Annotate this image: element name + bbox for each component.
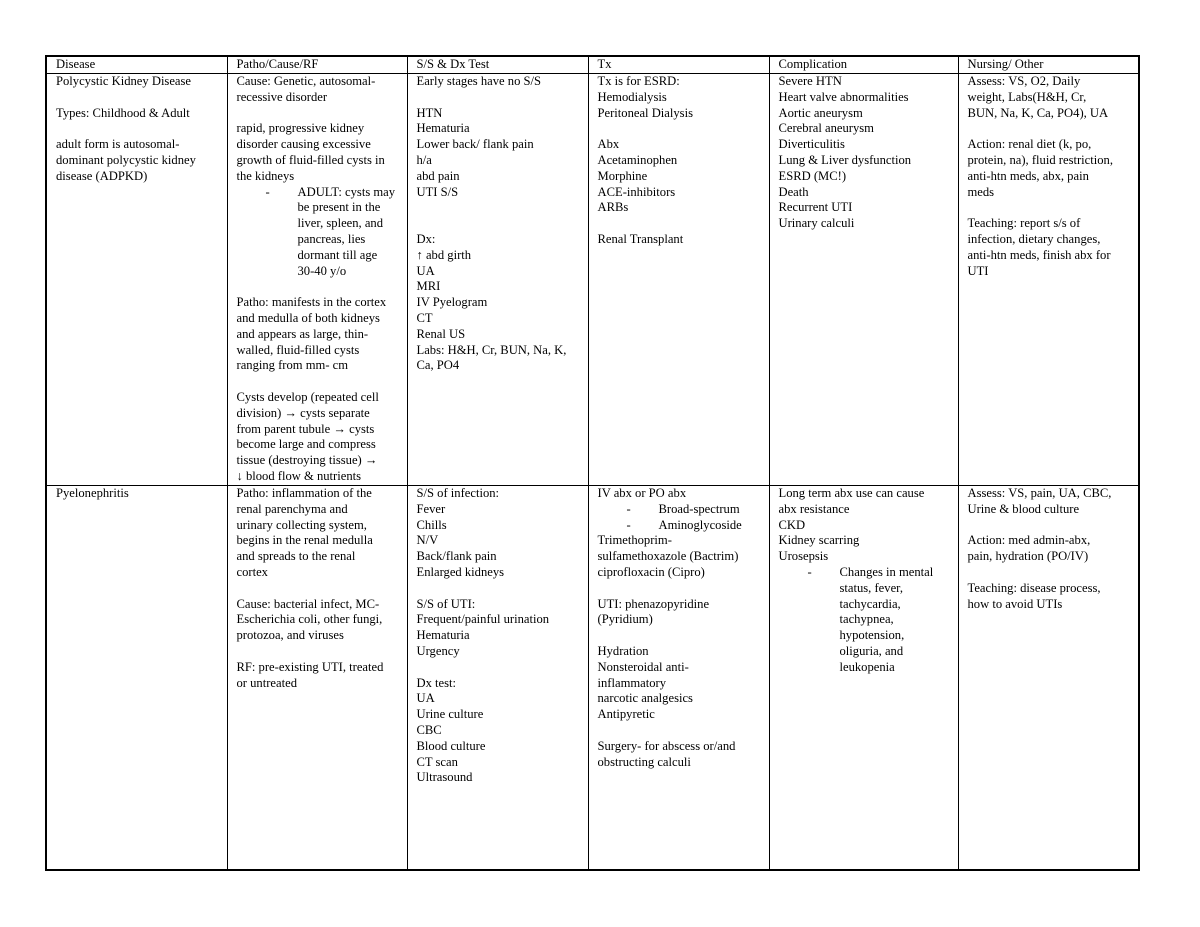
text-line: Urinary calculi bbox=[778, 216, 855, 231]
text-line bbox=[968, 565, 1135, 581]
text-line: ↓ blood flow & nutrients bbox=[236, 468, 362, 483]
text-line: leukopenia bbox=[839, 659, 895, 674]
dash-bullet: - bbox=[626, 517, 631, 532]
text-line: Morphine bbox=[597, 168, 648, 183]
text-line: Tx is for ESRD: bbox=[597, 74, 680, 88]
text-line: how to avoid UTIs bbox=[967, 596, 1063, 611]
text-line: rapid, progressive kidney bbox=[236, 121, 365, 136]
header-row bbox=[46, 56, 1139, 74]
text-line: ADULT: cysts may bbox=[297, 184, 396, 199]
header-ss-dx: S/S & Dx Test bbox=[407, 56, 588, 74]
text-line: narcotic analgesics bbox=[597, 691, 693, 706]
text-line: growth of fluid-filled cysts in bbox=[236, 152, 385, 167]
text-line bbox=[417, 660, 584, 676]
text-line: weight, Labs(H&H, Cr, bbox=[967, 89, 1087, 104]
text-line: meds bbox=[967, 184, 995, 199]
patho-text-a bbox=[237, 74, 403, 185]
text-line bbox=[417, 200, 584, 216]
text-line: UTI bbox=[967, 263, 989, 278]
text-line: hypotension, bbox=[839, 628, 905, 643]
complication-sub-list bbox=[779, 565, 954, 676]
cell-complication bbox=[769, 486, 958, 871]
text-line: Fever bbox=[416, 501, 446, 516]
text-line: urinary collecting system, bbox=[236, 517, 367, 532]
text-line: and appears as large, thin- bbox=[236, 326, 369, 341]
sub-bullet-item bbox=[598, 502, 765, 518]
text-line bbox=[598, 216, 765, 232]
text-line: division) → cysts separate bbox=[236, 405, 370, 420]
text-line: Hematuria bbox=[416, 628, 470, 643]
text-line: inflammatory bbox=[597, 675, 667, 690]
text-line: ↑ abd girth bbox=[416, 247, 472, 262]
text-line: Assess: VS, O2, Daily bbox=[967, 74, 1081, 88]
header-patho: Patho/Cause/RF bbox=[227, 56, 407, 74]
text-line: Heart valve abnormalities bbox=[778, 89, 909, 104]
text-line: MRI bbox=[416, 279, 441, 294]
text-line: UA bbox=[416, 691, 435, 706]
text-line: Nonsteroidal anti- bbox=[597, 659, 689, 674]
table-row-polycystic-kidney bbox=[46, 74, 1139, 486]
text-line: Urine & blood culture bbox=[967, 501, 1080, 516]
text-line: pancreas, lies bbox=[297, 231, 366, 246]
text-line: tachycardia, bbox=[839, 596, 901, 611]
text-line: UA bbox=[416, 263, 435, 278]
text-line: Aminoglycoside bbox=[658, 517, 742, 532]
patho-text-b bbox=[237, 279, 403, 484]
text-line: Patho: manifests in the cortex bbox=[236, 295, 387, 310]
header-complication: Complication bbox=[769, 56, 958, 74]
text-line: ACE-inhibitors bbox=[597, 184, 676, 199]
dash-bullet: - bbox=[626, 501, 631, 516]
text-line: renal parenchyma and bbox=[236, 501, 348, 516]
tx-sub-list bbox=[598, 502, 765, 534]
text-line: Action: med admin-abx, bbox=[967, 533, 1091, 548]
cell-patho bbox=[227, 74, 407, 486]
text-line: Patho: inflammation of the bbox=[236, 486, 372, 500]
cell-nursing bbox=[958, 486, 1139, 871]
text-line bbox=[237, 581, 403, 597]
text-line bbox=[237, 374, 403, 390]
text-line: tissue (destroying tissue) → bbox=[236, 453, 378, 468]
text-line: Kidney scarring bbox=[778, 533, 860, 548]
text-line: begins in the renal medulla bbox=[236, 533, 373, 548]
text-line: Chills bbox=[416, 517, 447, 532]
text-line: pain, hydration (PO/IV) bbox=[967, 549, 1089, 564]
text-line: Urosepsis bbox=[778, 549, 829, 564]
text-line: ESRD (MC!) bbox=[778, 168, 847, 183]
text-line: Renal Transplant bbox=[597, 231, 684, 246]
text-line: ciprofloxacin (Cipro) bbox=[597, 564, 705, 579]
text-line: Enlarged kidneys bbox=[416, 564, 505, 579]
text-line: 30-40 y/o bbox=[297, 263, 347, 278]
text-line: Cause: Genetic, autosomal- bbox=[236, 74, 376, 88]
tx-text-a bbox=[598, 486, 765, 502]
text-line bbox=[237, 106, 403, 122]
text-line bbox=[968, 121, 1135, 137]
text-line: Aortic aneurysm bbox=[778, 105, 863, 120]
text-line: become large and compress bbox=[236, 437, 376, 452]
text-line: Hemodialysis bbox=[597, 89, 667, 104]
text-line: from parent tubule → cysts bbox=[236, 421, 375, 436]
text-line: Long term abx use can cause bbox=[778, 486, 925, 500]
text-line: Frequent/painful urination bbox=[416, 612, 550, 627]
text-line: Peritoneal Dialysis bbox=[597, 105, 693, 120]
text-line: IV abx or PO abx bbox=[597, 486, 687, 500]
text-line: Labs: H&H, Cr, BUN, Na, K, bbox=[416, 342, 567, 357]
text-line: the kidneys bbox=[236, 168, 295, 183]
text-line: Assess: VS, pain, UA, CBC, bbox=[967, 486, 1112, 500]
tx-text-b bbox=[598, 533, 765, 770]
text-line bbox=[56, 121, 223, 137]
text-line: Lower back/ flank pain bbox=[416, 137, 534, 152]
text-line: Lung & Liver dysfunction bbox=[778, 152, 912, 167]
text-line: S/S of infection: bbox=[416, 486, 500, 500]
text-line: Types: Childhood & Adult bbox=[56, 105, 190, 120]
table-row-pyelonephritis bbox=[46, 486, 1139, 871]
text-line: infection, dietary changes, bbox=[967, 231, 1101, 246]
text-line: protein, na), fluid restriction, bbox=[967, 152, 1113, 167]
sub-bullet-text bbox=[298, 185, 403, 280]
text-line: UTI S/S bbox=[416, 184, 459, 199]
cell-tx bbox=[588, 486, 769, 871]
text-line bbox=[968, 518, 1135, 534]
sub-bullet-item bbox=[598, 518, 765, 534]
text-line: HTN bbox=[416, 105, 443, 120]
text-line: status, fever, bbox=[839, 580, 903, 595]
text-line: UTI: phenazopyridine bbox=[597, 596, 710, 611]
text-line: Surgery- for abscess or/and bbox=[597, 738, 736, 753]
text-line bbox=[237, 644, 403, 660]
text-line: dominant polycystic kidney bbox=[56, 152, 196, 167]
text-line: CBC bbox=[416, 722, 442, 737]
text-line: N/V bbox=[416, 533, 439, 548]
cell-complication bbox=[769, 74, 958, 486]
text-line: Hematuria bbox=[416, 121, 470, 136]
text-line: abx resistance bbox=[778, 501, 850, 516]
text-line: Recurrent UTI bbox=[778, 200, 853, 215]
cell-ss-dx bbox=[407, 74, 588, 486]
text-line: Teaching: disease process, bbox=[967, 580, 1101, 595]
complication-text-a bbox=[779, 486, 954, 565]
disease-table bbox=[45, 55, 1140, 871]
text-line: Ultrasound bbox=[416, 770, 473, 785]
text-line: Action: renal diet (k, po, bbox=[967, 137, 1092, 152]
text-line bbox=[417, 90, 584, 106]
sub-bullet-text bbox=[659, 518, 765, 534]
text-line: Diverticulitis bbox=[778, 137, 845, 152]
text-line: protozoa, and viruses bbox=[236, 628, 344, 643]
cell-tx bbox=[588, 74, 769, 486]
text-line: h/a bbox=[416, 152, 432, 167]
text-line: Changes in mental bbox=[839, 564, 934, 579]
text-line: Trimethoprim- bbox=[597, 533, 672, 548]
header-tx: Tx bbox=[588, 56, 769, 74]
text-line: Pyelonephritis bbox=[56, 486, 129, 500]
text-line: Severe HTN bbox=[778, 74, 842, 88]
text-line: Dx: bbox=[416, 231, 436, 246]
text-line bbox=[598, 628, 765, 644]
text-line: Teaching: report s/s of bbox=[967, 216, 1081, 231]
text-line: S/S of UTI: bbox=[416, 596, 476, 611]
text-line: Escherichia coli, other fungi, bbox=[236, 612, 383, 627]
text-line: anti-htn meds, finish abx for bbox=[967, 247, 1111, 262]
cell-patho bbox=[227, 486, 407, 871]
text-line: tachypnea, bbox=[839, 612, 894, 627]
cell-ss-dx bbox=[407, 486, 588, 871]
text-line: Ca, PO4 bbox=[416, 358, 460, 373]
text-line: RF: pre-existing UTI, treated bbox=[236, 659, 384, 674]
cell-disease bbox=[46, 74, 227, 486]
text-line: (Pyridium) bbox=[597, 612, 653, 627]
dash-bullet: - bbox=[807, 564, 812, 579]
sub-bullet-text bbox=[659, 502, 765, 518]
text-line: Back/flank pain bbox=[416, 549, 497, 564]
text-line: CT scan bbox=[416, 754, 458, 769]
text-line: recessive disorder bbox=[236, 89, 328, 104]
text-line: IV Pyelogram bbox=[416, 295, 488, 310]
patho-sub-list bbox=[237, 185, 403, 280]
text-line: sulfamethoxazole (Bactrim) bbox=[597, 549, 739, 564]
text-line bbox=[417, 216, 584, 232]
sub-bullet-item bbox=[779, 565, 954, 676]
header-nursing: Nursing/ Other bbox=[958, 56, 1139, 74]
text-line: Broad-spectrum bbox=[658, 501, 740, 516]
text-line: Dx test: bbox=[416, 675, 457, 690]
text-line: and medulla of both kidneys bbox=[236, 310, 380, 325]
text-line bbox=[598, 121, 765, 137]
cell-nursing bbox=[958, 74, 1139, 486]
text-line: anti-htn meds, abx, pain bbox=[967, 168, 1089, 183]
text-line bbox=[417, 581, 584, 597]
text-line bbox=[968, 200, 1135, 216]
text-line: and spreads to the renal bbox=[236, 549, 356, 564]
text-line bbox=[598, 723, 765, 739]
text-line: Early stages have no S/S bbox=[416, 74, 542, 88]
text-line: Urgency bbox=[416, 643, 460, 658]
sub-bullet-text bbox=[840, 565, 954, 676]
text-line: ARBs bbox=[597, 200, 629, 215]
text-line: Polycystic Kidney Disease bbox=[56, 74, 192, 88]
text-line: Death bbox=[778, 184, 809, 199]
text-line bbox=[598, 581, 765, 597]
text-line: Blood culture bbox=[416, 738, 486, 753]
text-line: Renal US bbox=[416, 326, 466, 341]
header-disease: Disease bbox=[46, 56, 227, 74]
text-line: be present in the bbox=[297, 200, 381, 215]
text-line: oliguria, and bbox=[839, 643, 904, 658]
cell-disease bbox=[46, 486, 227, 871]
text-line: walled, fluid-filled cysts bbox=[236, 342, 360, 357]
text-line: Cause: bacterial infect, MC- bbox=[236, 596, 380, 611]
text-line: disorder causing excessive bbox=[236, 137, 371, 152]
text-line: Cysts develop (repeated cell bbox=[236, 389, 379, 404]
text-line bbox=[237, 279, 403, 295]
text-line: Hydration bbox=[597, 643, 649, 658]
text-line: CT bbox=[416, 310, 433, 325]
text-line: or untreated bbox=[236, 675, 297, 690]
text-line: adult form is autosomal- bbox=[56, 137, 180, 152]
text-line: obstructing calculi bbox=[597, 754, 691, 769]
sub-bullet-item bbox=[237, 185, 403, 280]
text-line: Antipyretic bbox=[597, 707, 655, 722]
text-line: ranging from mm- cm bbox=[236, 358, 349, 373]
text-line: CKD bbox=[778, 517, 806, 532]
text-line: Abx bbox=[597, 137, 620, 152]
text-line: Urine culture bbox=[416, 707, 484, 722]
dash-bullet: - bbox=[265, 184, 270, 199]
text-line bbox=[56, 90, 223, 106]
text-line: liver, spleen, and bbox=[297, 216, 384, 231]
text-line: BUN, Na, K, Ca, PO4), UA bbox=[967, 105, 1109, 120]
text-line: dormant till age bbox=[297, 247, 378, 262]
text-line: Cerebral aneurysm bbox=[778, 121, 874, 136]
text-line: abd pain bbox=[416, 168, 460, 183]
text-line: cortex bbox=[236, 564, 268, 579]
text-line: disease (ADPKD) bbox=[56, 168, 148, 183]
text-line: Acetaminophen bbox=[597, 152, 678, 167]
